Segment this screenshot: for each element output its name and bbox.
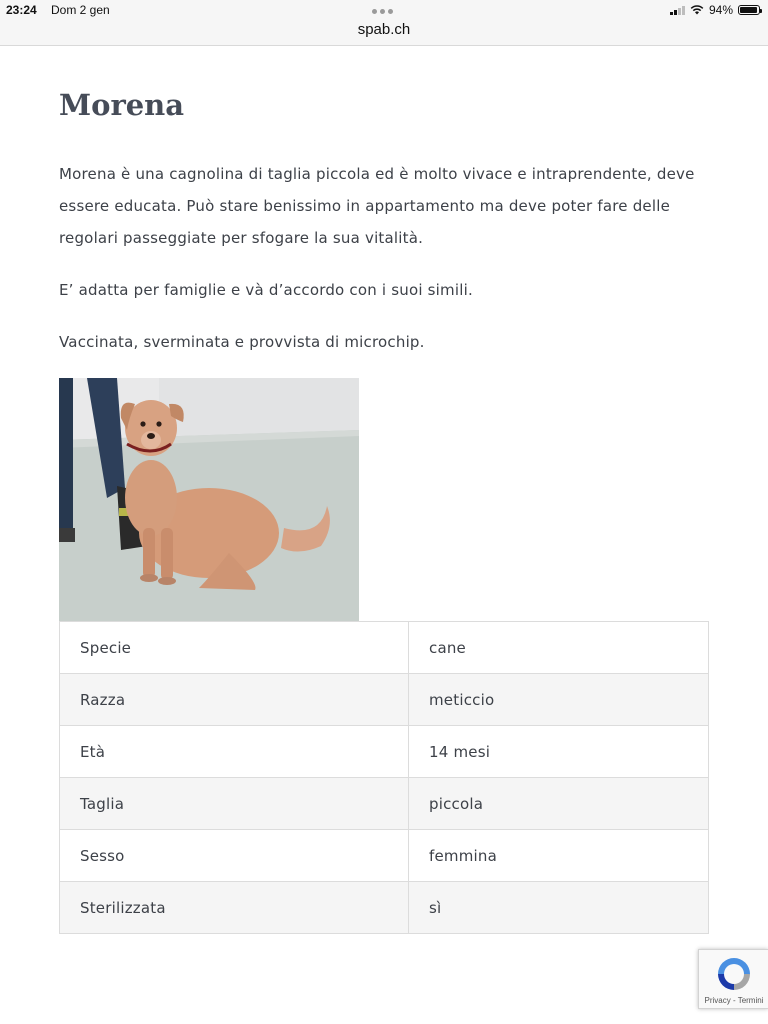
battery-percent: 94% [708,3,733,17]
more-options-icon[interactable] [372,9,393,14]
table-row [60,726,709,778]
browser-chrome [0,0,768,46]
cellular-signal-icon [670,6,685,15]
details-table [59,621,709,934]
detail-value: 14 mesi [409,726,709,778]
table-row [60,830,709,882]
detail-label: Specie [60,622,409,674]
table-row [60,882,709,934]
status-indicators [670,3,760,17]
url-bar[interactable]: spab.ch [357,21,411,38]
recaptcha-icon [714,954,754,994]
page-title: Morena [59,88,185,122]
detail-label: Sesso [60,830,409,882]
detail-label: Taglia [60,778,409,830]
detail-value: femmina [409,830,709,882]
status-time: 23:24 [6,3,37,17]
wifi-icon [690,5,704,15]
battery-icon [738,5,760,15]
detail-label: Razza [60,674,409,726]
table-row [60,778,709,830]
recaptcha-badge[interactable] [698,949,768,1009]
dog-photo [59,378,359,621]
detail-label: Età [60,726,409,778]
detail-value: meticcio [409,674,709,726]
detail-value: cane [409,622,709,674]
status-date: Dom 2 gen [51,3,110,17]
detail-value: sì [409,882,709,934]
detail-value: piccola [409,778,709,830]
table-row [60,622,709,674]
recaptcha-links[interactable]: Privacy - Termini [704,996,764,1005]
detail-label: Sterilizzata [60,882,409,934]
description-paragraph: Morena è una cagnolina di taglia piccola ed è molto vivace e intraprendente, deve essere educata. Può stare benissimo in appartamento ma deve poter fare delle regolari passeggiate per sfogare la sua vitalità. [59,165,695,247]
family-paragraph: E’ adatta per famiglie e và d’accordo con i suoi simili. [59,281,473,299]
health-paragraph: Vaccinata, sverminata e provvista di microchip. [59,333,425,351]
table-row [60,674,709,726]
